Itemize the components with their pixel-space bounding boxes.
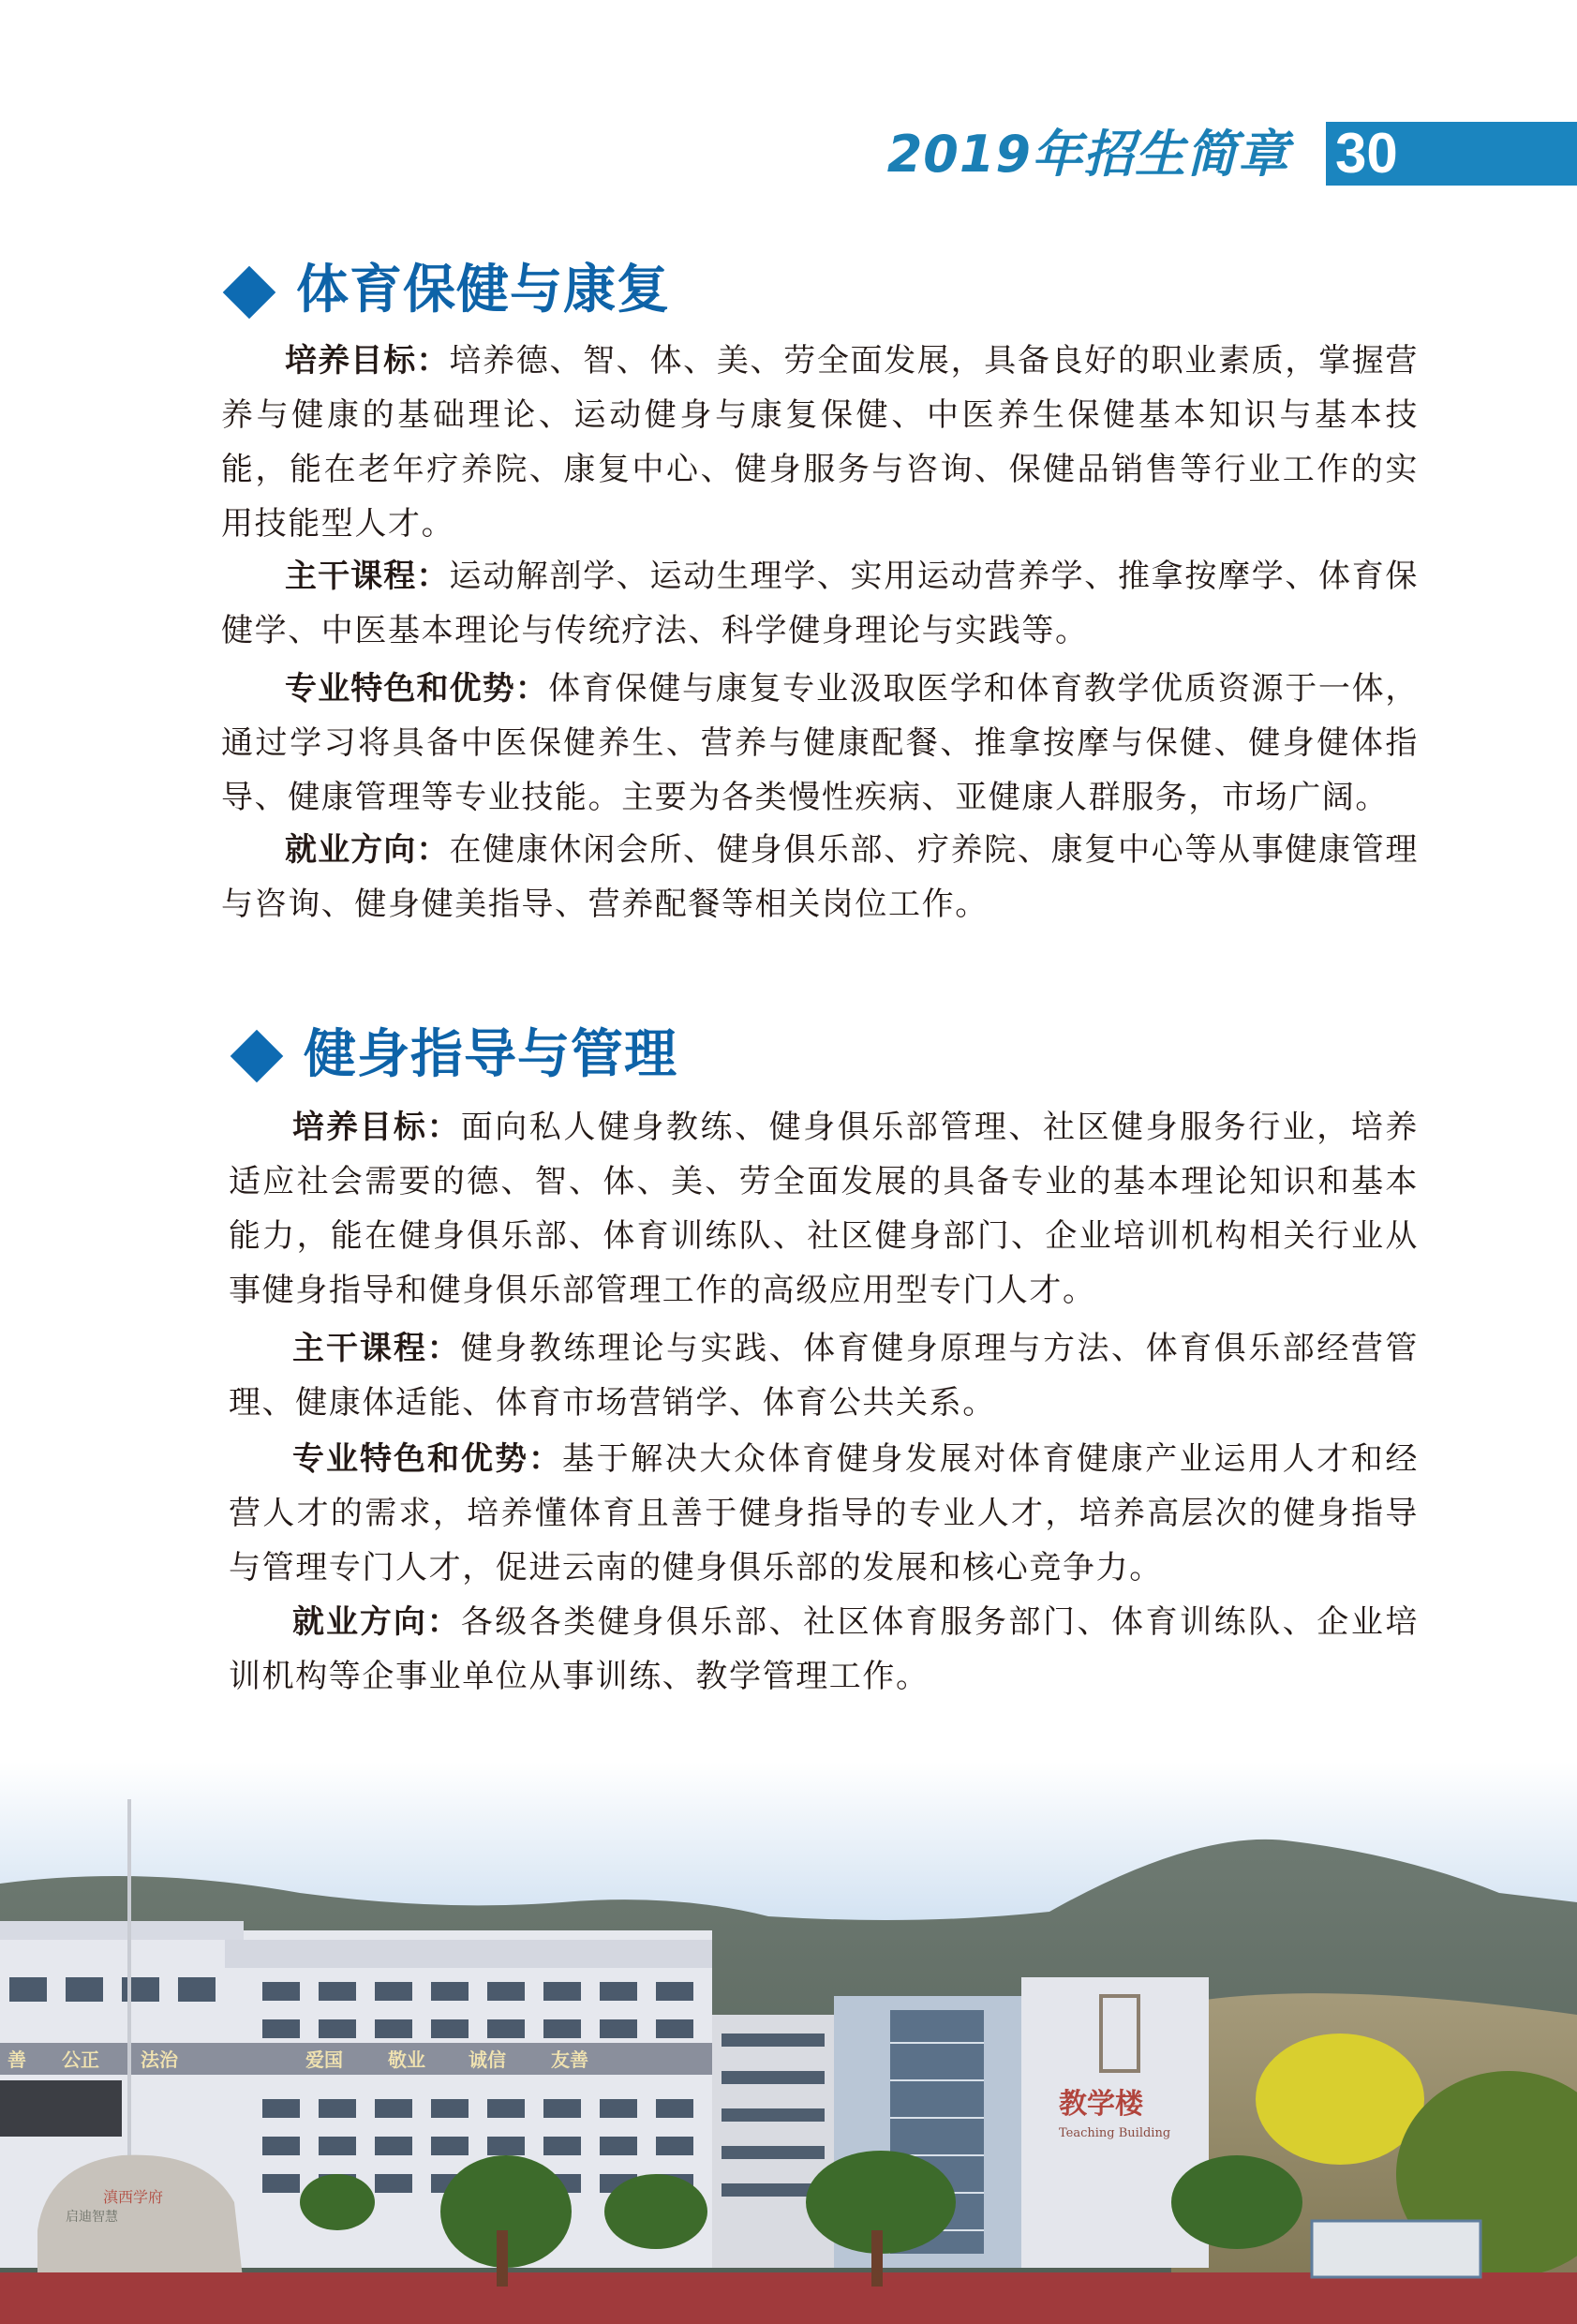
banner-word: 敬业 [388,2048,425,2071]
paragraph-text: 面向私人健身教练、健身俱乐部管理、社区健身服务行业，培养适应社会需要的德、智、体、美、劳全面发展的具备专业的基本理论知识和基本能力，能在健身俱乐部、体育训练队、社区健身部门、企业培训机构相关行业从事健身指导和健身俱乐部管理工作的高级应用型专门人才。 [229,1109,1419,1309]
page-number: 30 [1335,122,1398,185]
paragraph-features [221,662,1419,825]
rock-inscription: 启迪智慧 [66,2210,118,2225]
banner-word: 诚信 [469,2048,506,2071]
banner-word: 爱国 [305,2048,343,2071]
banner-word: 法治 [141,2048,178,2071]
paragraph-label: 培养目标： [292,1109,461,1146]
paragraph-text: 运动解剖学、运动生理学、实用运动营养学、推拿按摩学、体育保健学、中医基本理论与传统疗法、科学健身理论与实践等。 [221,558,1420,649]
paragraph-main-courses [221,549,1419,658]
teaching-building-sign: 教学楼 [1059,2088,1143,2121]
campus-photo [0,1762,1577,2324]
paragraph-text: 在健康休闲会所、健身俱乐部、疗养院、康复中心等从事健康管理与咨询、健身健美指导、营养配餐等相关岗位工作。 [221,831,1420,923]
paragraph-training-goal [221,334,1419,551]
paragraph-label: 培养目标： [285,342,450,380]
paragraph-main-courses [229,1321,1419,1430]
paragraph-label: 主干课程： [292,1330,461,1367]
paragraph-text: 各级各类健身俱乐部、社区体育服务部门、体育训练队、企业培训机构等企事业单位从事训练、教学管理工作。 [229,1603,1419,1695]
paragraph-label: 专业特色和优势： [292,1440,562,1478]
diamond-bullet-icon [231,1030,284,1083]
paragraph-label: 专业特色和优势： [285,670,549,708]
campus-illustration [0,1762,1577,2324]
section-title: 体育保健与康复 [296,260,670,320]
banner-word: 友善 [551,2048,588,2071]
paragraph-features [229,1432,1419,1595]
rock-inscription: 滇西学府 [103,2188,164,2206]
teaching-building-sign-en: Teaching Building [1059,2126,1171,2140]
paragraph-label: 就业方向： [285,831,450,869]
paragraph-career [229,1595,1419,1704]
paragraph-label: 主干课程： [285,558,450,595]
paragraph-text: 基于解决大众体育健身发展对体育健康产业运用人才和经营人才的需求，培养懂体育且善于健身指导的专业人才，培养高层次的健身指导与管理专门人才，促进云南的健身俱乐部的发展和核心竞争力。 [229,1440,1419,1587]
banner-word: 善 [7,2048,26,2071]
paragraph-text: 体育保健与康复专业汲取医学和体育教学优质资源于一体，通过学习将具备中医保健养生、营养与健康配餐、推拿按摩与保健、健身健体指导、健康管理等专业技能。主要为各类慢性疾病、亚健康人群服务，市场广阔。 [221,670,1420,816]
paragraph-label: 就业方向： [292,1603,461,1641]
diamond-bullet-icon [223,266,276,320]
paragraph-text: 健身教练理论与实践、体育健身原理与方法、体育俱乐部经营管理、健康体适能、体育市场营销学、体育公共关系。 [229,1330,1419,1422]
paragraph-text: 培养德、智、体、美、劳全面发展，具备良好的职业素质，掌握营养与健康的基础理论、运动健身与康复保健、中医养生保健基本知识与基本技能，能在老年疗养院、康复中心、健身服务与咨询、保健品销售等行业工作的实用技能型人才。 [221,342,1420,543]
banner-word: 公正 [62,2048,99,2071]
section-title: 健身指导与管理 [304,1024,677,1085]
page-header [0,122,1577,187]
brochure-title: 2019年招生简章 [886,125,1289,184]
paragraph-training-goal [229,1100,1419,1318]
paragraph-career [221,823,1419,931]
